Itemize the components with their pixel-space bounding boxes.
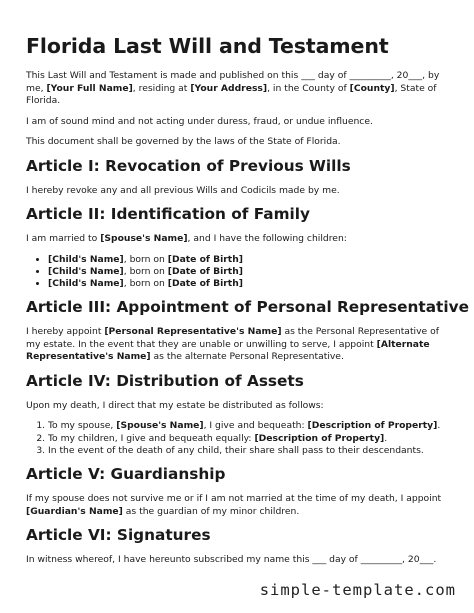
article-4-intro: Upon my death, I direct that my estate be distributed as follows: xyxy=(26,399,324,411)
item-1-text-3: . xyxy=(437,420,441,432)
intro-text-4: , State of Florida. xyxy=(26,82,437,106)
spouse-name-placeholder: [Spouse's Name] xyxy=(116,420,204,432)
list-item xyxy=(48,266,448,278)
children-list xyxy=(26,254,448,291)
article-2-text-1: I am married to xyxy=(26,233,101,244)
article-1-text: I hereby revoke any and all previous Wills and Codicils made by me. xyxy=(26,184,340,196)
child-dob-placeholder: [Date of Birth] xyxy=(167,265,243,277)
spouse-name-placeholder: [Spouse's Name] xyxy=(100,233,188,244)
intro-paragraph xyxy=(26,70,448,108)
governing-law-paragraph: This document shall be governed by the laws of the State of Florida. xyxy=(26,136,341,147)
child-name-placeholder: [Child's Name] xyxy=(48,265,124,277)
article-4-heading: Article IV: Distribution of Assets xyxy=(26,371,304,390)
intro-text-2: , residing at xyxy=(132,82,191,94)
article-2-text-2: , and I have the following children: xyxy=(187,233,347,244)
full-name-placeholder: [Your Full Name] xyxy=(46,82,133,94)
item-1-text-1: To my spouse, xyxy=(48,420,117,432)
born-on-text: , born on xyxy=(123,265,168,277)
address-placeholder: [Your Address] xyxy=(190,82,268,94)
item-1-text-2: , I give and bequeath: xyxy=(203,420,308,432)
article-5-text-1: If my spouse does not survive me or if I am not married at the time of my death, I appoint xyxy=(26,493,442,505)
article-5-heading: Article V: Guardianship xyxy=(26,465,226,484)
document-title: Florida Last Will and Testament xyxy=(26,34,389,58)
item-2-text-1: To my children, I give and bequeath equally: xyxy=(48,432,255,444)
sound-mind-paragraph: I am of sound mind and not acting under duress, fraud, or undue influence. xyxy=(26,115,373,127)
article-3-heading: Article III: Appointment of Personal Representative xyxy=(26,298,469,317)
intro-text-1: This Last Will and Testament is made and published on this ___ day of _________, 20___, by me, xyxy=(26,70,440,94)
article-1-heading: Article I: Revocation of Previous Wills xyxy=(26,156,351,175)
article-3-text-1: I hereby appoint xyxy=(26,326,105,338)
article-6-heading: Article VI: Signatures xyxy=(26,526,211,545)
representative-name-placeholder: [Personal Representative's Name] xyxy=(104,326,282,338)
distribution-list xyxy=(26,420,448,457)
footer-watermark: simple-template.com xyxy=(259,581,456,599)
property-placeholder: [Description of Property] xyxy=(254,432,385,444)
article-5-text-2: as the guardian of my minor children. xyxy=(122,505,300,517)
item-2-text-2: . xyxy=(384,432,388,444)
child-dob-placeholder: [Date of Birth] xyxy=(167,278,243,290)
article-3-text-3: as the alternate Personal Representative. xyxy=(150,351,344,363)
born-on-text: , born on xyxy=(123,253,168,265)
list-item: 3. In the event of the death of any child, their share shall pass to their descendants. xyxy=(48,445,448,457)
intro-text-3: , in the County of xyxy=(267,82,350,94)
child-name-placeholder: [Child's Name] xyxy=(48,253,124,265)
list-item xyxy=(48,420,448,432)
article-2-heading: Article II: Identification of Family xyxy=(26,205,311,223)
article-6-text: In witness whereof, I have hereunto subscribed my name this ___ day of _________, 20___. xyxy=(26,554,437,566)
article-3-text-2: as the Personal Representative of my estate. In the event that they are unable or unwilling to serve, I appoint xyxy=(26,326,439,350)
child-dob-placeholder: [Date of Birth] xyxy=(167,253,243,265)
article-5-text xyxy=(26,493,448,518)
born-on-text: , born on xyxy=(123,278,168,290)
alternate-representative-placeholder: [Alternate Representative's Name] xyxy=(26,338,430,363)
article-3-text xyxy=(26,326,448,364)
guardian-name-placeholder: [Guardian's Name] xyxy=(26,505,123,517)
list-item xyxy=(48,278,448,290)
property-placeholder: [Description of Property] xyxy=(307,420,438,432)
list-item xyxy=(48,254,448,266)
county-placeholder: [County] xyxy=(349,82,395,94)
list-item xyxy=(48,433,448,445)
child-name-placeholder: [Child's Name] xyxy=(48,278,124,290)
article-2-text xyxy=(26,233,448,246)
